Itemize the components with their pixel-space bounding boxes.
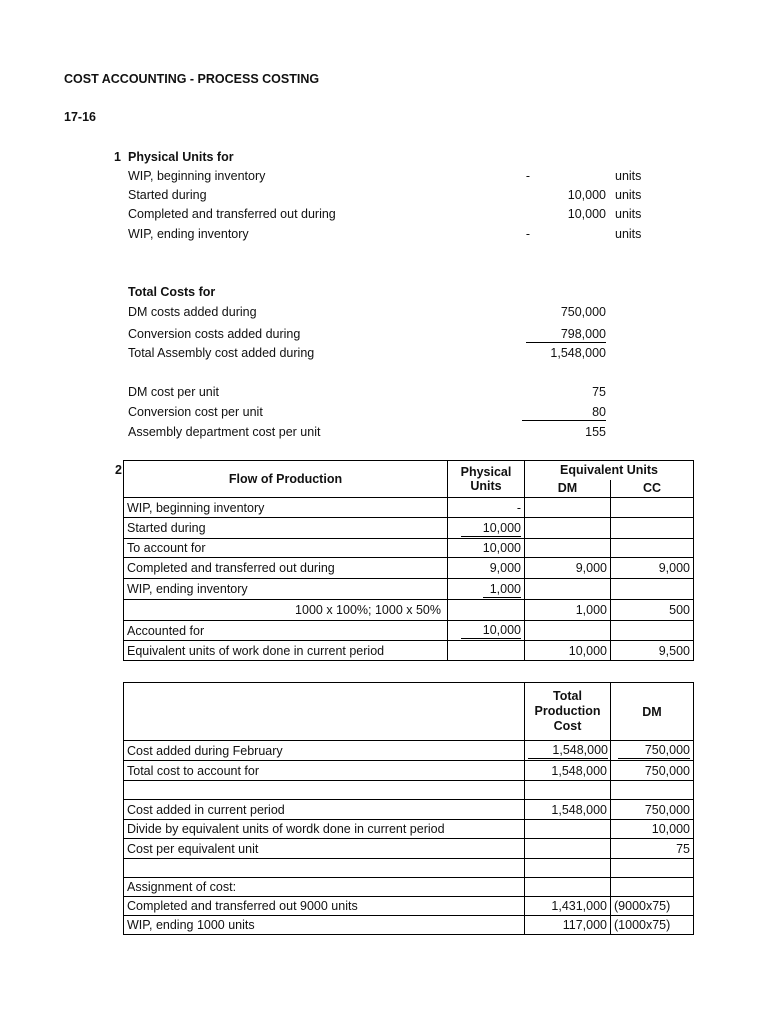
row-total (525, 781, 611, 800)
row-label: Started during (124, 518, 448, 539)
table-row (124, 518, 694, 539)
row-physical: 1,000 (483, 581, 521, 598)
dm-header: DM (525, 480, 611, 498)
table-row (124, 539, 694, 558)
physical-units-heading: Physical Units for (128, 150, 234, 164)
row-label: Assignment of cost: (124, 878, 525, 897)
equivalent-units-header: Equivalent Units (525, 461, 694, 480)
table-row (124, 781, 694, 800)
row-physical (448, 600, 525, 621)
cost-row-label: Conversion costs added during (128, 327, 301, 341)
cc-header: CC (611, 480, 694, 498)
table-row (124, 916, 694, 935)
table-row (124, 741, 694, 761)
row-label: Equivalent units of work done in current period (124, 641, 448, 661)
cost-row-value: 798,000 (526, 326, 606, 343)
units-row-value: 10,000 (567, 207, 606, 221)
units-row-unit: units (615, 169, 642, 183)
blank-header (124, 683, 525, 741)
row-label (124, 781, 525, 800)
table-row (124, 800, 694, 820)
row-label: 1000 x 100%; 1000 x 50% (124, 600, 448, 621)
row-dm: 9,000 (525, 558, 611, 579)
row-physical: 9,000 (448, 558, 525, 579)
row-total (525, 839, 611, 859)
row-dm (611, 781, 694, 800)
row-physical (448, 641, 525, 661)
per-unit-label: Assembly department cost per unit (128, 425, 321, 439)
row-cc (611, 498, 694, 518)
row-total: 1,431,000 (525, 897, 611, 916)
row-label: Cost added in current period (124, 800, 525, 820)
row-total (525, 859, 611, 878)
cost-row-value: 1,548,000 (550, 346, 606, 360)
row-cc: 9,500 (611, 641, 694, 661)
row-label: WIP, ending inventory (124, 579, 448, 600)
table-row (124, 761, 694, 781)
cost-assignment-table (123, 682, 694, 935)
row-cc (611, 518, 694, 539)
row-dm (525, 621, 611, 641)
table-row (124, 641, 694, 661)
row-physical: 10,000 (461, 520, 521, 537)
units-row-label: Started during (128, 188, 207, 202)
cost-row-value: 750,000 (560, 305, 606, 319)
row-label: Completed and transferred out during (124, 558, 448, 579)
row-label (124, 859, 525, 878)
row-cc: 500 (611, 600, 694, 621)
row-dm: (1000x75) (611, 916, 694, 935)
flow-header: Flow of Production (124, 461, 448, 498)
table-row (124, 498, 694, 518)
row-label: Total cost to account for (124, 761, 525, 781)
row-label: WIP, ending 1000 units (124, 916, 525, 935)
row-dm: 10,000 (525, 641, 611, 661)
units-row-value: 10,000 (567, 188, 606, 202)
per-unit-label: DM cost per unit (128, 385, 220, 399)
row-total: 117,000 (525, 916, 611, 935)
row-dm: (9000x75) (611, 897, 694, 916)
problem-number: 17-16 (64, 110, 96, 124)
row-dm: 750,000 (611, 761, 694, 781)
section-1-number: 1 (114, 150, 121, 164)
per-unit-value: 80 (522, 404, 606, 421)
row-dm: 1,000 (525, 600, 611, 621)
row-total (525, 878, 611, 897)
physical-units-header: Physical Units (448, 461, 525, 498)
row-cc: 9,000 (611, 558, 694, 579)
table-row (124, 820, 694, 839)
row-label: Cost per equivalent unit (124, 839, 525, 859)
table-row (124, 558, 694, 579)
row-physical: - (448, 498, 525, 518)
row-total (525, 820, 611, 839)
row-dm (611, 878, 694, 897)
table-row (124, 600, 694, 621)
units-row-value: - (525, 169, 530, 183)
table-row (124, 859, 694, 878)
row-label: Completed and transferred out 9000 units (124, 897, 525, 916)
table-row (124, 621, 694, 641)
units-row-value: - (525, 227, 530, 241)
row-total: 1,548,000 (525, 761, 611, 781)
units-row-label: WIP, beginning inventory (128, 169, 266, 183)
row-label: Cost added during February (124, 741, 525, 761)
row-cc (611, 539, 694, 558)
row-dm (525, 518, 611, 539)
cost-row-label: Total Assembly cost added during (128, 346, 315, 360)
row-dm (525, 539, 611, 558)
row-dm (525, 579, 611, 600)
per-unit-value: 155 (585, 425, 606, 439)
page-title: COST ACCOUNTING - PROCESS COSTING (64, 72, 320, 86)
row-dm: 10,000 (611, 820, 694, 839)
units-row-unit: units (615, 227, 642, 241)
row-dm: 750,000 (611, 800, 694, 820)
table-row (124, 897, 694, 916)
row-dm (611, 859, 694, 878)
table-row (124, 878, 694, 897)
cost-row-label: DM costs added during (128, 305, 257, 319)
row-physical: 10,000 (461, 622, 521, 639)
row-cc (611, 621, 694, 641)
section-2-number: 2 (115, 463, 122, 477)
row-label: WIP, beginning inventory (124, 498, 448, 518)
row-total: 1,548,000 (528, 742, 608, 759)
row-label: Divide by equivalent units of wordk done in current period (124, 820, 525, 839)
units-row-label: WIP, ending inventory (128, 227, 249, 241)
dm-header: DM (611, 683, 694, 741)
row-cc (611, 579, 694, 600)
row-dm (525, 498, 611, 518)
row-label: To account for (124, 539, 448, 558)
table-row (124, 839, 694, 859)
total-costs-heading: Total Costs for (128, 285, 216, 299)
total-production-cost-header: Total Production Cost (525, 683, 611, 741)
per-unit-value: 75 (592, 385, 606, 399)
row-label: Accounted for (124, 621, 448, 641)
row-dm: 750,000 (618, 742, 690, 759)
units-row-label: Completed and transferred out during (128, 207, 336, 221)
row-physical: 10,000 (448, 539, 525, 558)
row-dm: 75 (611, 839, 694, 859)
units-row-unit: units (615, 207, 642, 221)
units-row-unit: units (615, 188, 642, 202)
row-total: 1,548,000 (525, 800, 611, 820)
flow-of-production-table (123, 460, 694, 661)
per-unit-label: Conversion cost per unit (128, 405, 263, 419)
table-row (124, 579, 694, 600)
